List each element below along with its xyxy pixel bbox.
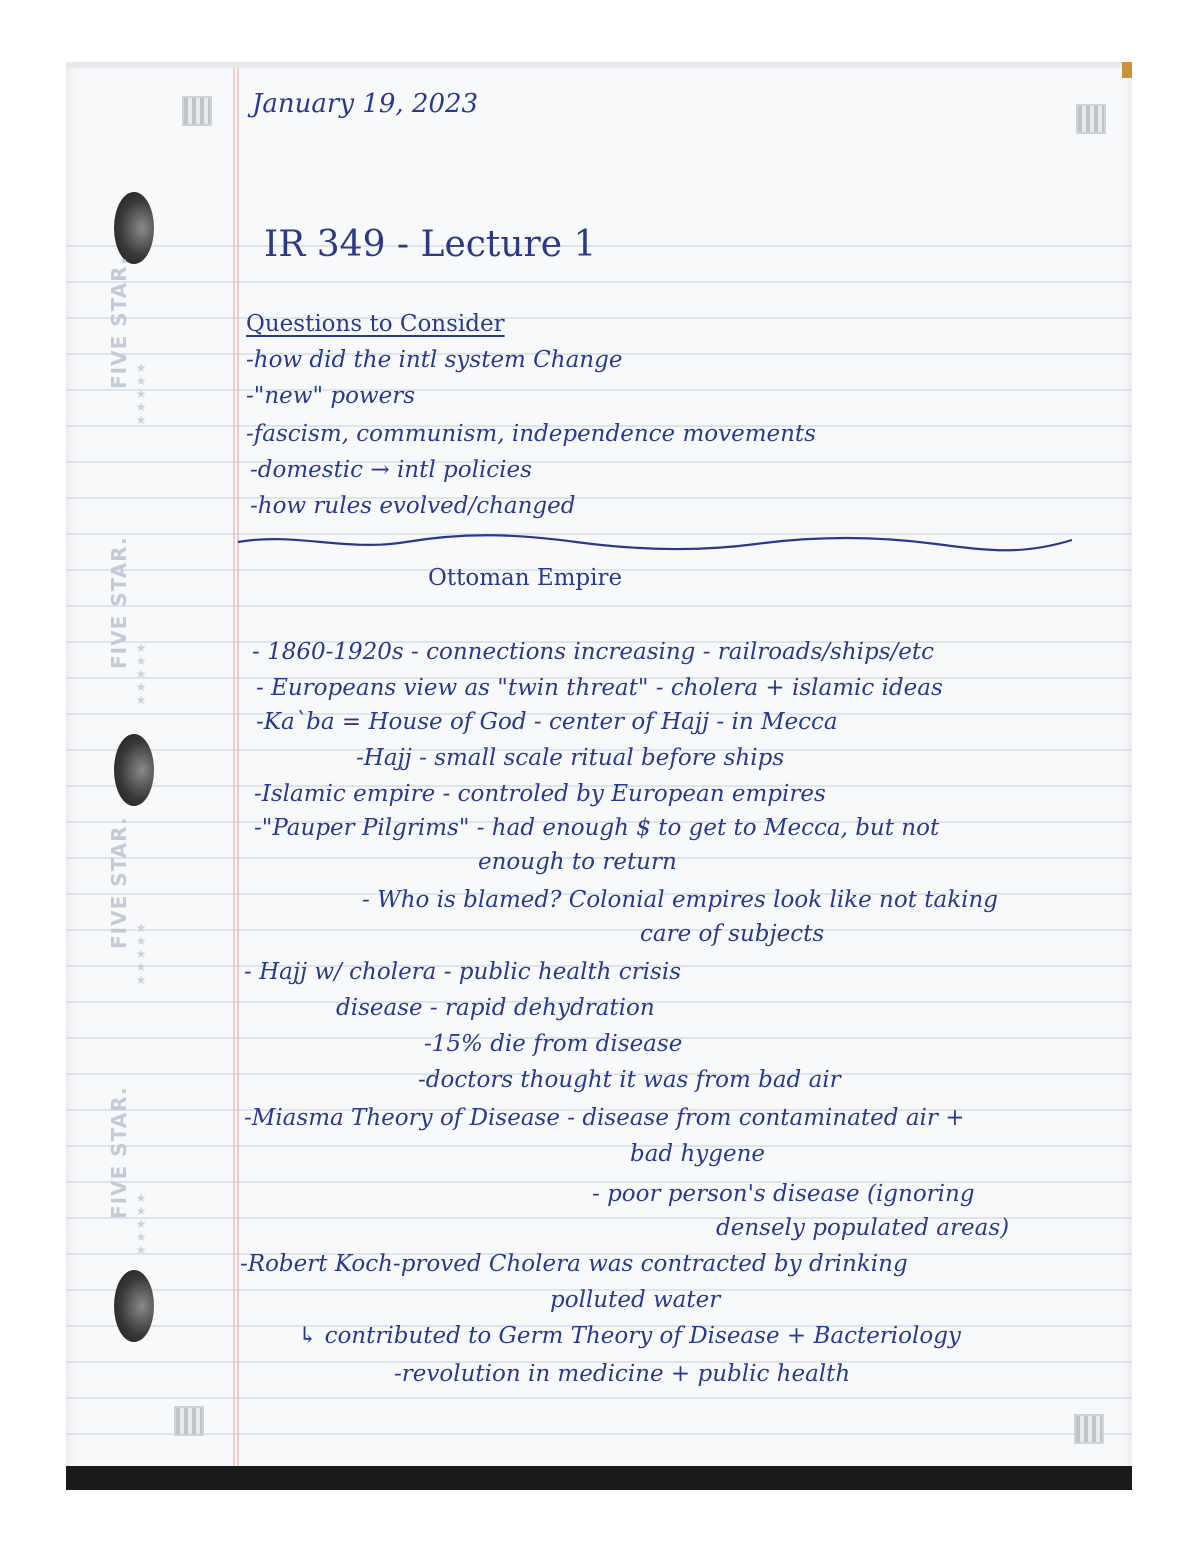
question-item: -how did the intl system Change [246, 347, 623, 373]
brand-stars: ★ ★ ★ ★ ★ [135, 361, 147, 427]
note-line: disease - rapid dehydration [336, 995, 655, 1021]
question-item: -domestic → intl policies [250, 457, 532, 483]
note-line: -Ka`ba = House of God - center of Hajj - in Mecca [256, 709, 838, 735]
brand-stars: ★ ★ ★ ★ ★ [135, 1191, 147, 1257]
note-line: polluted water [550, 1287, 721, 1313]
qr-code-icon [1074, 1414, 1104, 1444]
note-line: -15% die from disease [424, 1031, 683, 1057]
corner-tab [1122, 62, 1132, 78]
wavy-divider [236, 528, 1076, 558]
note-line: -Miasma Theory of Disease - disease from contaminated air + [244, 1105, 965, 1131]
note-line: - poor person's disease (ignoring [592, 1181, 975, 1207]
binder-hole-3 [114, 1270, 154, 1342]
brand-stars: ★ ★ ★ ★ ★ [135, 641, 147, 707]
brand-watermark: FIVE STAR. [107, 816, 131, 949]
note-line: -Robert Koch-proved Cholera was contracted by drinking [240, 1251, 908, 1277]
qr-code-icon [182, 96, 212, 126]
qr-code-icon [1076, 104, 1106, 134]
note-line: -doctors thought it was from bad air [418, 1067, 841, 1093]
note-line: care of subjects [640, 921, 825, 947]
note-line: - Who is blamed? Colonial empires look like not taking [362, 887, 999, 913]
question-item: -fascism, communism, independence movements [246, 421, 816, 447]
page-top-edge [66, 62, 1132, 68]
note-line: bad hygene [630, 1141, 766, 1167]
note-line: densely populated areas) [716, 1215, 1010, 1241]
page-title: IR 349 - Lecture 1 [264, 224, 597, 265]
question-item: -"new" powers [246, 383, 416, 409]
note-line: - 1860-1920s - connections increasing - railroads/ships/etc [252, 639, 935, 665]
date: January 19, 2023 [252, 89, 479, 119]
section-heading: Ottoman Empire [428, 565, 623, 591]
qr-code-icon [174, 1406, 204, 1436]
brand-watermark: FIVE STAR. [107, 256, 131, 389]
brand-watermark: FIVE STAR. [107, 1086, 131, 1219]
note-line: -Hajj - small scale ritual before ships [356, 745, 785, 771]
note-line: -Islamic empire - controled by European empires [254, 781, 826, 807]
note-line: - Hajj w/ cholera - public health crisis [244, 959, 681, 985]
note-line: -revolution in medicine + public health [394, 1361, 851, 1387]
binder-hole-2 [114, 734, 154, 806]
page-bottom-edge [66, 1466, 1132, 1490]
question-item: -how rules evolved/changed [250, 493, 576, 519]
note-line: - Europeans view as "twin threat" - cholera + islamic ideas [256, 675, 943, 701]
note-line: ↳ contributed to Germ Theory of Disease + Bacteriology [298, 1323, 961, 1349]
brand-watermark: FIVE STAR. [107, 536, 131, 669]
binder-hole-1 [114, 192, 154, 264]
brand-stars: ★ ★ ★ ★ ★ [135, 921, 147, 987]
note-line: enough to return [478, 849, 677, 875]
questions-heading: Questions to Consider [246, 311, 505, 337]
note-line: -"Pauper Pilgrims" - had enough $ to get to Mecca, but not [254, 815, 940, 841]
